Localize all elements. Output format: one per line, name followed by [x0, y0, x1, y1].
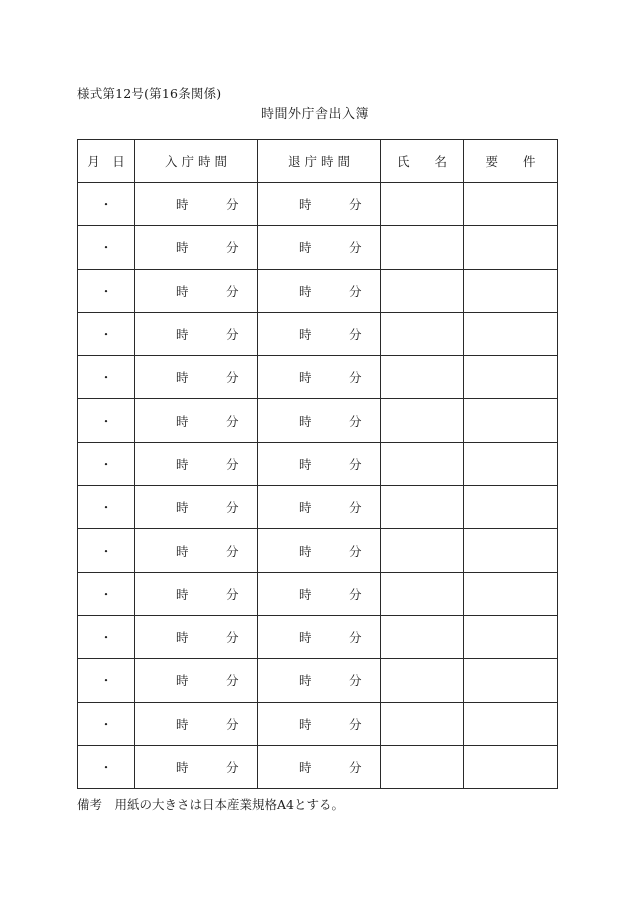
name-cell[interactable] [381, 356, 464, 399]
entry-time-cell[interactable] [135, 529, 258, 572]
purpose-cell[interactable] [464, 615, 558, 658]
document-title: 時間外庁舎出入簿 [260, 107, 369, 122]
entry-minute-label: 分 [226, 760, 239, 775]
exit-minute-label: 分 [349, 456, 362, 472]
exit-minute-label: 分 [349, 673, 362, 689]
entry-minute-label: 分 [226, 500, 239, 516]
exit-minute-label: 分 [349, 283, 362, 299]
entry-minute-label: 分 [226, 197, 239, 213]
entry-hour-label: 時 [176, 760, 189, 775]
purpose-cell[interactable] [464, 702, 558, 745]
name-cell[interactable] [381, 442, 464, 485]
name-cell[interactable] [381, 486, 464, 529]
date-cell[interactable]: ・ [78, 442, 135, 485]
exit-hour-label: 時 [299, 760, 312, 775]
entry-hour-label: 時 [176, 673, 189, 689]
name-cell[interactable] [381, 529, 464, 572]
name-cell[interactable] [381, 615, 464, 658]
entry-log-table [77, 139, 558, 789]
header-entry-time: 入 庁 時 間 [135, 140, 258, 183]
purpose-cell[interactable] [464, 442, 558, 485]
entry-minute-label: 分 [226, 630, 239, 646]
date-cell[interactable]: ・ [78, 399, 135, 442]
exit-time-cell[interactable] [258, 312, 381, 355]
exit-minute-label: 分 [349, 586, 362, 602]
exit-time-cell[interactable] [258, 269, 381, 312]
purpose-cell[interactable] [464, 269, 558, 312]
exit-hour-label: 時 [299, 586, 312, 602]
entry-minute-label: 分 [226, 586, 239, 602]
name-cell[interactable] [381, 183, 464, 226]
table-row [78, 183, 558, 226]
exit-time-cell[interactable] [258, 183, 381, 226]
exit-hour-label: 時 [299, 543, 312, 559]
entry-time-cell[interactable] [135, 183, 258, 226]
purpose-cell[interactable] [464, 399, 558, 442]
entry-minute-label: 分 [226, 716, 239, 732]
purpose-cell[interactable] [464, 529, 558, 572]
exit-hour-label: 時 [299, 413, 312, 429]
exit-time-cell[interactable] [258, 356, 381, 399]
entry-minute-label: 分 [226, 673, 239, 689]
name-cell[interactable] [381, 745, 464, 788]
purpose-cell[interactable] [464, 356, 558, 399]
entry-time-cell[interactable] [135, 486, 258, 529]
date-cell[interactable]: ・ [78, 269, 135, 312]
table-row [78, 615, 558, 658]
table-body [78, 183, 558, 789]
entry-time-cell[interactable] [135, 615, 258, 658]
entry-hour-label: 時 [176, 630, 189, 646]
exit-hour-label: 時 [299, 630, 312, 646]
purpose-cell[interactable] [464, 486, 558, 529]
table-row [78, 442, 558, 485]
entry-time-cell[interactable] [135, 702, 258, 745]
purpose-cell[interactable] [464, 183, 558, 226]
exit-minute-label: 分 [349, 197, 362, 213]
name-cell[interactable] [381, 659, 464, 702]
exit-minute-label: 分 [349, 327, 362, 343]
entry-time-cell[interactable] [135, 399, 258, 442]
table-row [78, 312, 558, 355]
name-cell[interactable] [381, 702, 464, 745]
exit-minute-label: 分 [349, 413, 362, 429]
exit-time-cell[interactable] [258, 226, 381, 269]
entry-time-cell[interactable] [135, 659, 258, 702]
exit-minute-label: 分 [349, 543, 362, 559]
entry-hour-label: 時 [176, 327, 189, 343]
entry-minute-label: 分 [226, 327, 239, 343]
table-row [78, 702, 558, 745]
exit-time-cell[interactable] [258, 659, 381, 702]
entry-time-cell[interactable] [135, 312, 258, 355]
date-cell[interactable]: ・ [78, 659, 135, 702]
entry-hour-label: 時 [176, 283, 189, 299]
purpose-cell[interactable] [464, 572, 558, 615]
exit-time-cell[interactable] [258, 442, 381, 485]
entry-time-cell[interactable] [135, 442, 258, 485]
entry-time-cell[interactable] [135, 269, 258, 312]
name-cell[interactable] [381, 226, 464, 269]
entry-hour-label: 時 [176, 456, 189, 472]
date-cell[interactable]: ・ [78, 745, 135, 788]
date-cell[interactable]: ・ [78, 183, 135, 226]
purpose-cell[interactable] [464, 226, 558, 269]
header-purpose: 要 件 [464, 140, 558, 183]
entry-minute-label: 分 [226, 456, 239, 472]
exit-minute-label: 分 [349, 716, 362, 732]
header-name: 氏 名 [381, 140, 464, 183]
date-cell[interactable]: ・ [78, 226, 135, 269]
date-cell[interactable]: ・ [78, 312, 135, 355]
exit-time-cell[interactable] [258, 745, 381, 788]
name-cell[interactable] [381, 269, 464, 312]
table-row [78, 529, 558, 572]
date-cell[interactable]: ・ [78, 615, 135, 658]
exit-hour-label: 時 [299, 197, 312, 213]
name-cell[interactable] [381, 312, 464, 355]
table-row [78, 745, 558, 788]
purpose-cell[interactable] [464, 312, 558, 355]
entry-time-cell[interactable] [135, 226, 258, 269]
purpose-cell[interactable] [464, 745, 558, 788]
table-row [78, 659, 558, 702]
entry-hour-label: 時 [176, 716, 189, 732]
exit-time-cell[interactable] [258, 702, 381, 745]
entry-minute-label: 分 [226, 370, 239, 386]
table-row [78, 269, 558, 312]
table-row [78, 572, 558, 615]
exit-hour-label: 時 [299, 673, 312, 689]
table-row [78, 226, 558, 269]
entry-time-cell[interactable] [135, 356, 258, 399]
entry-hour-label: 時 [176, 413, 189, 429]
purpose-cell[interactable] [464, 659, 558, 702]
entry-hour-label: 時 [176, 500, 189, 516]
table-header-row [78, 140, 558, 183]
entry-minute-label: 分 [226, 413, 239, 429]
date-cell[interactable]: ・ [78, 356, 135, 399]
name-cell[interactable] [381, 399, 464, 442]
exit-time-cell[interactable] [258, 615, 381, 658]
date-cell[interactable]: ・ [78, 486, 135, 529]
exit-minute-label: 分 [349, 760, 362, 775]
exit-hour-label: 時 [299, 500, 312, 516]
exit-time-cell[interactable] [258, 486, 381, 529]
entry-hour-label: 時 [176, 197, 189, 213]
exit-hour-label: 時 [299, 240, 312, 256]
name-cell[interactable] [381, 572, 464, 615]
date-cell[interactable]: ・ [78, 702, 135, 745]
exit-time-cell[interactable] [258, 529, 381, 572]
entry-hour-label: 時 [176, 370, 189, 386]
entry-hour-label: 時 [176, 543, 189, 559]
entry-minute-label: 分 [226, 543, 239, 559]
exit-hour-label: 時 [299, 370, 312, 386]
entry-minute-label: 分 [226, 240, 239, 256]
exit-hour-label: 時 [299, 716, 312, 732]
table-row [78, 356, 558, 399]
header-date: 月 日 [78, 140, 135, 183]
exit-time-cell[interactable] [258, 399, 381, 442]
table-row [78, 486, 558, 529]
entry-minute-label: 分 [226, 283, 239, 299]
date-cell[interactable]: ・ [78, 572, 135, 615]
exit-hour-label: 時 [299, 456, 312, 472]
exit-minute-label: 分 [349, 370, 362, 386]
form-number: 様式第12号(第16条関係) [77, 86, 222, 101]
exit-minute-label: 分 [349, 240, 362, 256]
header-exit-time: 退 庁 時 間 [258, 140, 381, 183]
exit-hour-label: 時 [299, 283, 312, 299]
exit-minute-label: 分 [349, 630, 362, 646]
exit-time-cell[interactable] [258, 572, 381, 615]
entry-time-cell[interactable] [135, 572, 258, 615]
entry-hour-label: 時 [176, 240, 189, 256]
remarks-note: 備考 用紙の大きさは日本産業規格A4とする。 [77, 797, 344, 812]
exit-hour-label: 時 [299, 327, 312, 343]
entry-time-cell[interactable] [135, 745, 258, 788]
table-row [78, 399, 558, 442]
date-cell[interactable]: ・ [78, 529, 135, 572]
exit-minute-label: 分 [349, 500, 362, 516]
entry-hour-label: 時 [176, 586, 189, 602]
